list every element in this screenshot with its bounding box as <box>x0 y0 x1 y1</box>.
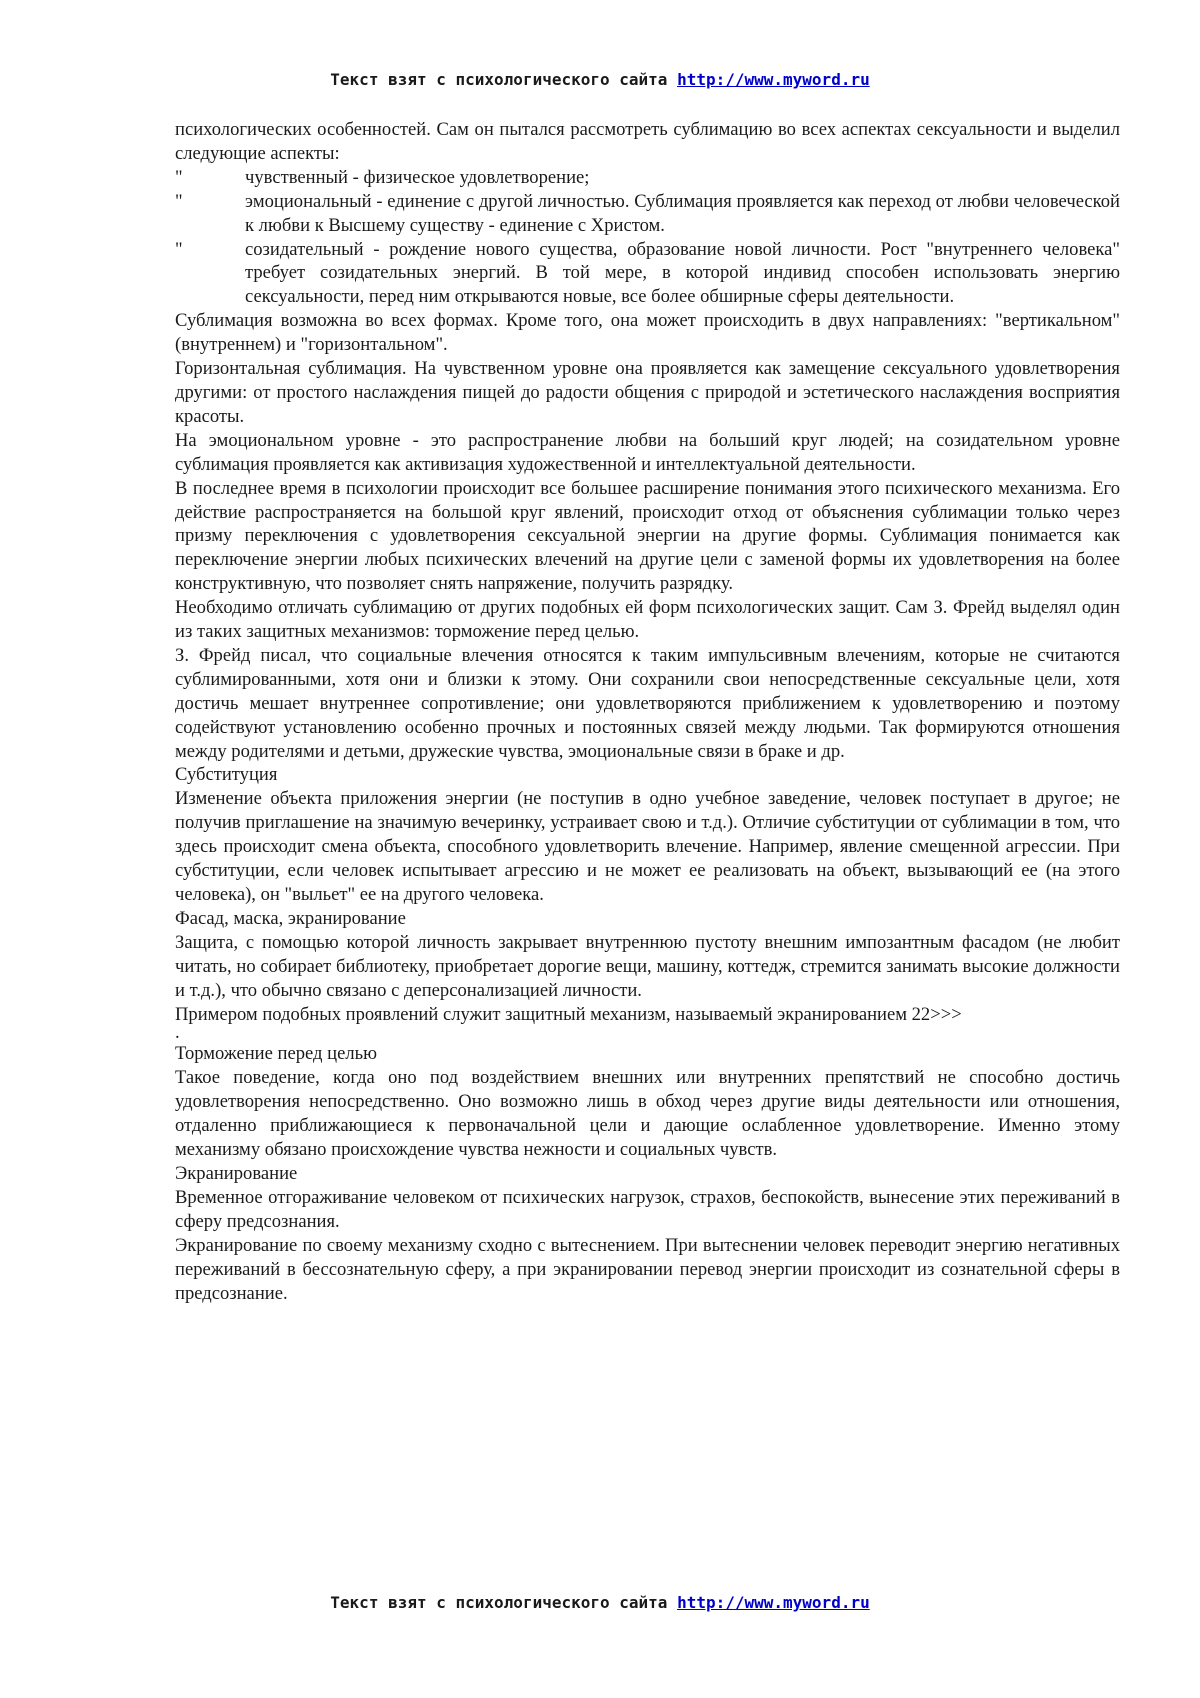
page-footer <box>0 1593 1200 1612</box>
section-heading-substitution: Субституция <box>175 764 278 786</box>
paragraph: В последнее время в психологии происходит все большее расширение понимания этого психического механизма. Его действие распространяется на большой круг явлений, происходит отход от объяснения сублимации только через призму переключения с удовлетворения сексуальной энергии на другие формы. Сублимация понимается как переключение энергии любых психических влечений на другие цели с заменой формы их удовлетворения на более конструктивную, что позволяет снять напряжение, получить разрядку. <box>175 477 1120 595</box>
bullet-mark: " <box>175 238 183 260</box>
paragraph: Временное отгораживание человеком от психических нагрузок, страхов, беспокойств, вынесение этих переживаний в сферу предсознания. <box>175 1186 1120 1232</box>
paragraph: На эмоциональном уровне - это распространение любви на больший круг людей; на созидательном уровне сублимация проявляется как активизация художественной и интеллектуальной деятельности. <box>175 429 1120 475</box>
paragraph: Изменение объекта приложения энергии (не поступив в одно учебное заведение, человек поступает в другое; не получив приглашение на значимую вечеринку, устраивает свою и т.д.). Отличие субституции от сублимации в том, что здесь происходит смена объекта, способного удовлетворить влечение. Например, явление смещенной агрессии. При субституции, если человек испытывает агрессию и не может ее реализовать на объект, вызывающий ее (на этого человека), он "выльет" ее на другого человека. <box>175 788 1120 905</box>
bullet-text: чувственный - физическое удовлетворение; <box>245 166 590 188</box>
section-heading-facade: Фасад, маска, экранирование <box>175 907 406 929</box>
paragraph: Необходимо отличать сублимацию от других подобных ей форм психологических защит. Сам З. Фрейд выделял один из таких защитных механизмов: торможение перед целью. <box>175 597 1120 643</box>
page-header <box>0 70 1200 89</box>
paragraph: Горизонтальная сублимация. На чувственном уровне она проявляется как замещение сексуального удовлетворения другими: от простого наслаждения пищей до радости общения с природой и эстетического наслаждения восприятия красоты. <box>175 358 1120 427</box>
paragraph: психологических особенностей. Сам он пытался рассмотреть сублимацию во всех аспектах сексуальности и выделил следующие аспекты: <box>175 119 1120 164</box>
bullet-mark: " <box>175 166 183 188</box>
section-heading-screening: Экранирование <box>175 1162 298 1184</box>
paragraph: Экранирование по своему механизму сходно с вытеснением. При вытеснении человек переводит энергию негативных переживаний в бессознательную сферу, а при экранировании перевод энергии происходит из сознательной сферы в предсознание. <box>175 1234 1120 1304</box>
bullet-item-sensual <box>175 166 1120 190</box>
footer-text: Текст взят с психологического сайта <box>330 1593 678 1612</box>
paragraph: Защита, с помощью которой личность закрывает внутреннюю пустоту внешним импозантным фасадом (не любит читать, но собирает библиотеку, приобретает дорогие вещи, машину, коттедж, стремится занимать высокие должности и т.д.), что обычно связано с деперсонализацией личности. <box>175 931 1120 1001</box>
bullet-text: эмоциональный - единение с другой личностью. Сублимация проявляется как переход от любви человеческой к любви к Высшему существу - единение с Христом. <box>245 190 1120 236</box>
bullet-text: созидательный - рождение нового существа, образование новой личности. Рост "внутреннего человека" требует созидательных энергий. В той мере, в которой индивид способен использовать энергию сексуальности, перед ним открываются новые, все более обширные сферы деятельности. <box>245 238 1120 308</box>
paragraph: Примером подобных проявлений служит защитный механизм, называемый экранированием 22>>> <box>175 1003 962 1025</box>
footer-site-link[interactable]: http://www.myword.ru <box>677 1593 870 1612</box>
section-heading-inhibition: Торможение перед целью <box>175 1043 377 1065</box>
bullet-item-creative <box>175 238 1120 310</box>
header-text: Текст взят с психологического сайта <box>330 70 678 89</box>
paragraph: Сублимация возможна во всех формах. Кроме того, она может происходить в двух направлениях: "вертикальном" (внутреннем) и "горизонтальном". <box>175 310 1120 356</box>
bullet-item-emotional <box>175 190 1120 238</box>
paragraph: Такое поведение, когда оно под воздействием внешних или внутренних препятствий не способно достичь удовлетворения непосредственно. Оно возможно лишь в обход через другие виды деятельности или отношения, отдаленно приближающиеся к первоначальной цели и дающие ослабленное удовлетворение. Именно этому механизму обязано происхождение чувства нежности и социальных чувств. <box>175 1067 1120 1161</box>
bullet-mark: " <box>175 190 183 212</box>
header-site-link[interactable]: http://www.myword.ru <box>677 70 870 89</box>
document-body <box>175 118 1120 1305</box>
paragraph: З. Фрейд писал, что социальные влечения относятся к таким импульсивным влечениям, которые не считаются сублимированными, хотя они и близки к этому. Они сохранили свои непосредственные сексуальные цели, хотя достичь мешает внутреннее сопротивление; они удовлетворяются приближением к удовлетворению и поэтому содействуют установлению особенно прочных и постоянных связей между людьми. Так формируются отношения между родителями и детьми, дружеские чувства, эмоциональные связи в браке и др. <box>175 644 1120 762</box>
stray-dot: . <box>175 1022 180 1044</box>
